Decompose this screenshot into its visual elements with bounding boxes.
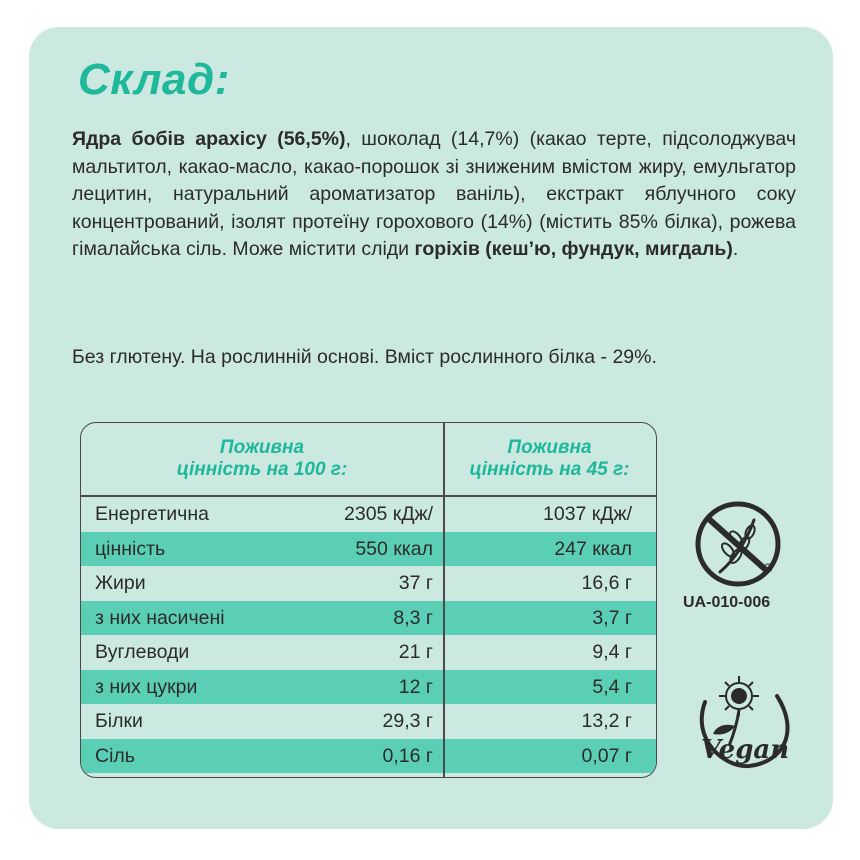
value-per-100g: 12 г [398, 675, 433, 698]
ingredients-end: . [732, 238, 739, 261]
table-row [81, 670, 656, 705]
ingredients-allergen-warning: горіхів (кеш’ю, фундук, мигдаль) [414, 238, 733, 261]
header-per-45g-line1: Поживна [507, 437, 592, 458]
value-per-45g: 1037 кДж/ [543, 503, 632, 525]
value-per-100g: 8,3 г [393, 606, 433, 629]
value-per-100g: 37 г [398, 572, 433, 594]
value-per-45g: 13,2 г [581, 710, 632, 732]
header-divider [81, 495, 656, 497]
value-per-100g: 0,16 г [382, 744, 433, 767]
table-row [81, 532, 656, 567]
value-per-45g: 5,4 г [592, 675, 632, 698]
vegan-word: Vegan [700, 735, 790, 765]
header-per-45g-line2: цінність на 45 г: [469, 459, 630, 480]
table-row [81, 566, 656, 601]
value-per-45g: 247 ккал [554, 537, 632, 560]
value-per-100g: 29,3 г [382, 710, 433, 732]
row-label: Енергетична [95, 503, 209, 525]
ingredients-text [72, 126, 796, 264]
header-per-45g [443, 423, 656, 495]
row-label: цінність [95, 537, 166, 560]
composition-title: Склад: [78, 55, 230, 104]
table-row [81, 635, 656, 670]
table-row [81, 497, 656, 532]
ingredients-bold-main: Ядра бобів арахісу (56,5%) [72, 128, 346, 150]
row-label: Вуглеводи [95, 641, 190, 663]
value-per-45g: 0,07 г [581, 744, 632, 767]
gluten-free-code: UA-010-006 [683, 594, 771, 611]
value-per-100g: 550 ккал [355, 537, 433, 560]
row-label: Білки [95, 710, 143, 732]
column-divider [443, 423, 445, 777]
header-per-100g-line2: цінність на 100 г: [176, 459, 348, 480]
header-per-100g-line1: Поживна [219, 437, 305, 458]
value-per-100g: 2305 кДж/ [344, 503, 433, 525]
row-label: Сіль [95, 744, 135, 767]
table-row [81, 601, 656, 636]
nutrition-table [80, 422, 657, 778]
dietary-note: Без глютену. На рослинній основі. Вміст рослинного білка - 29%. [72, 346, 657, 368]
row-label: з них цукри [95, 675, 198, 698]
table-row [81, 704, 656, 739]
ingredients-body: , шоколад (14,7%) (какао терте, підсолоджувач мальтитол, какао-масло, какао-порошок зі зниженим вмістом жиру, емульгатор лецитин, натуральний ароматизатор ваніль), екстракт яблучного соку концентрований, ізолят протеїну горохового (14%) (містить 85% білка), рожева гімалайська сіль. Може містити сліди [72, 128, 796, 261]
vegan-sunflower-icon [683, 668, 813, 778]
row-label: Жири [95, 572, 146, 594]
table-row [81, 739, 656, 774]
gluten-free-icon [690, 496, 786, 592]
value-per-45g: 16,6 г [581, 572, 632, 594]
row-label: з них насичені [95, 606, 225, 629]
value-per-100g: 21 г [398, 641, 433, 663]
header-per-100g [81, 423, 443, 495]
value-per-45g: 9,4 г [592, 641, 632, 663]
value-per-45g: 3,7 г [592, 606, 632, 629]
